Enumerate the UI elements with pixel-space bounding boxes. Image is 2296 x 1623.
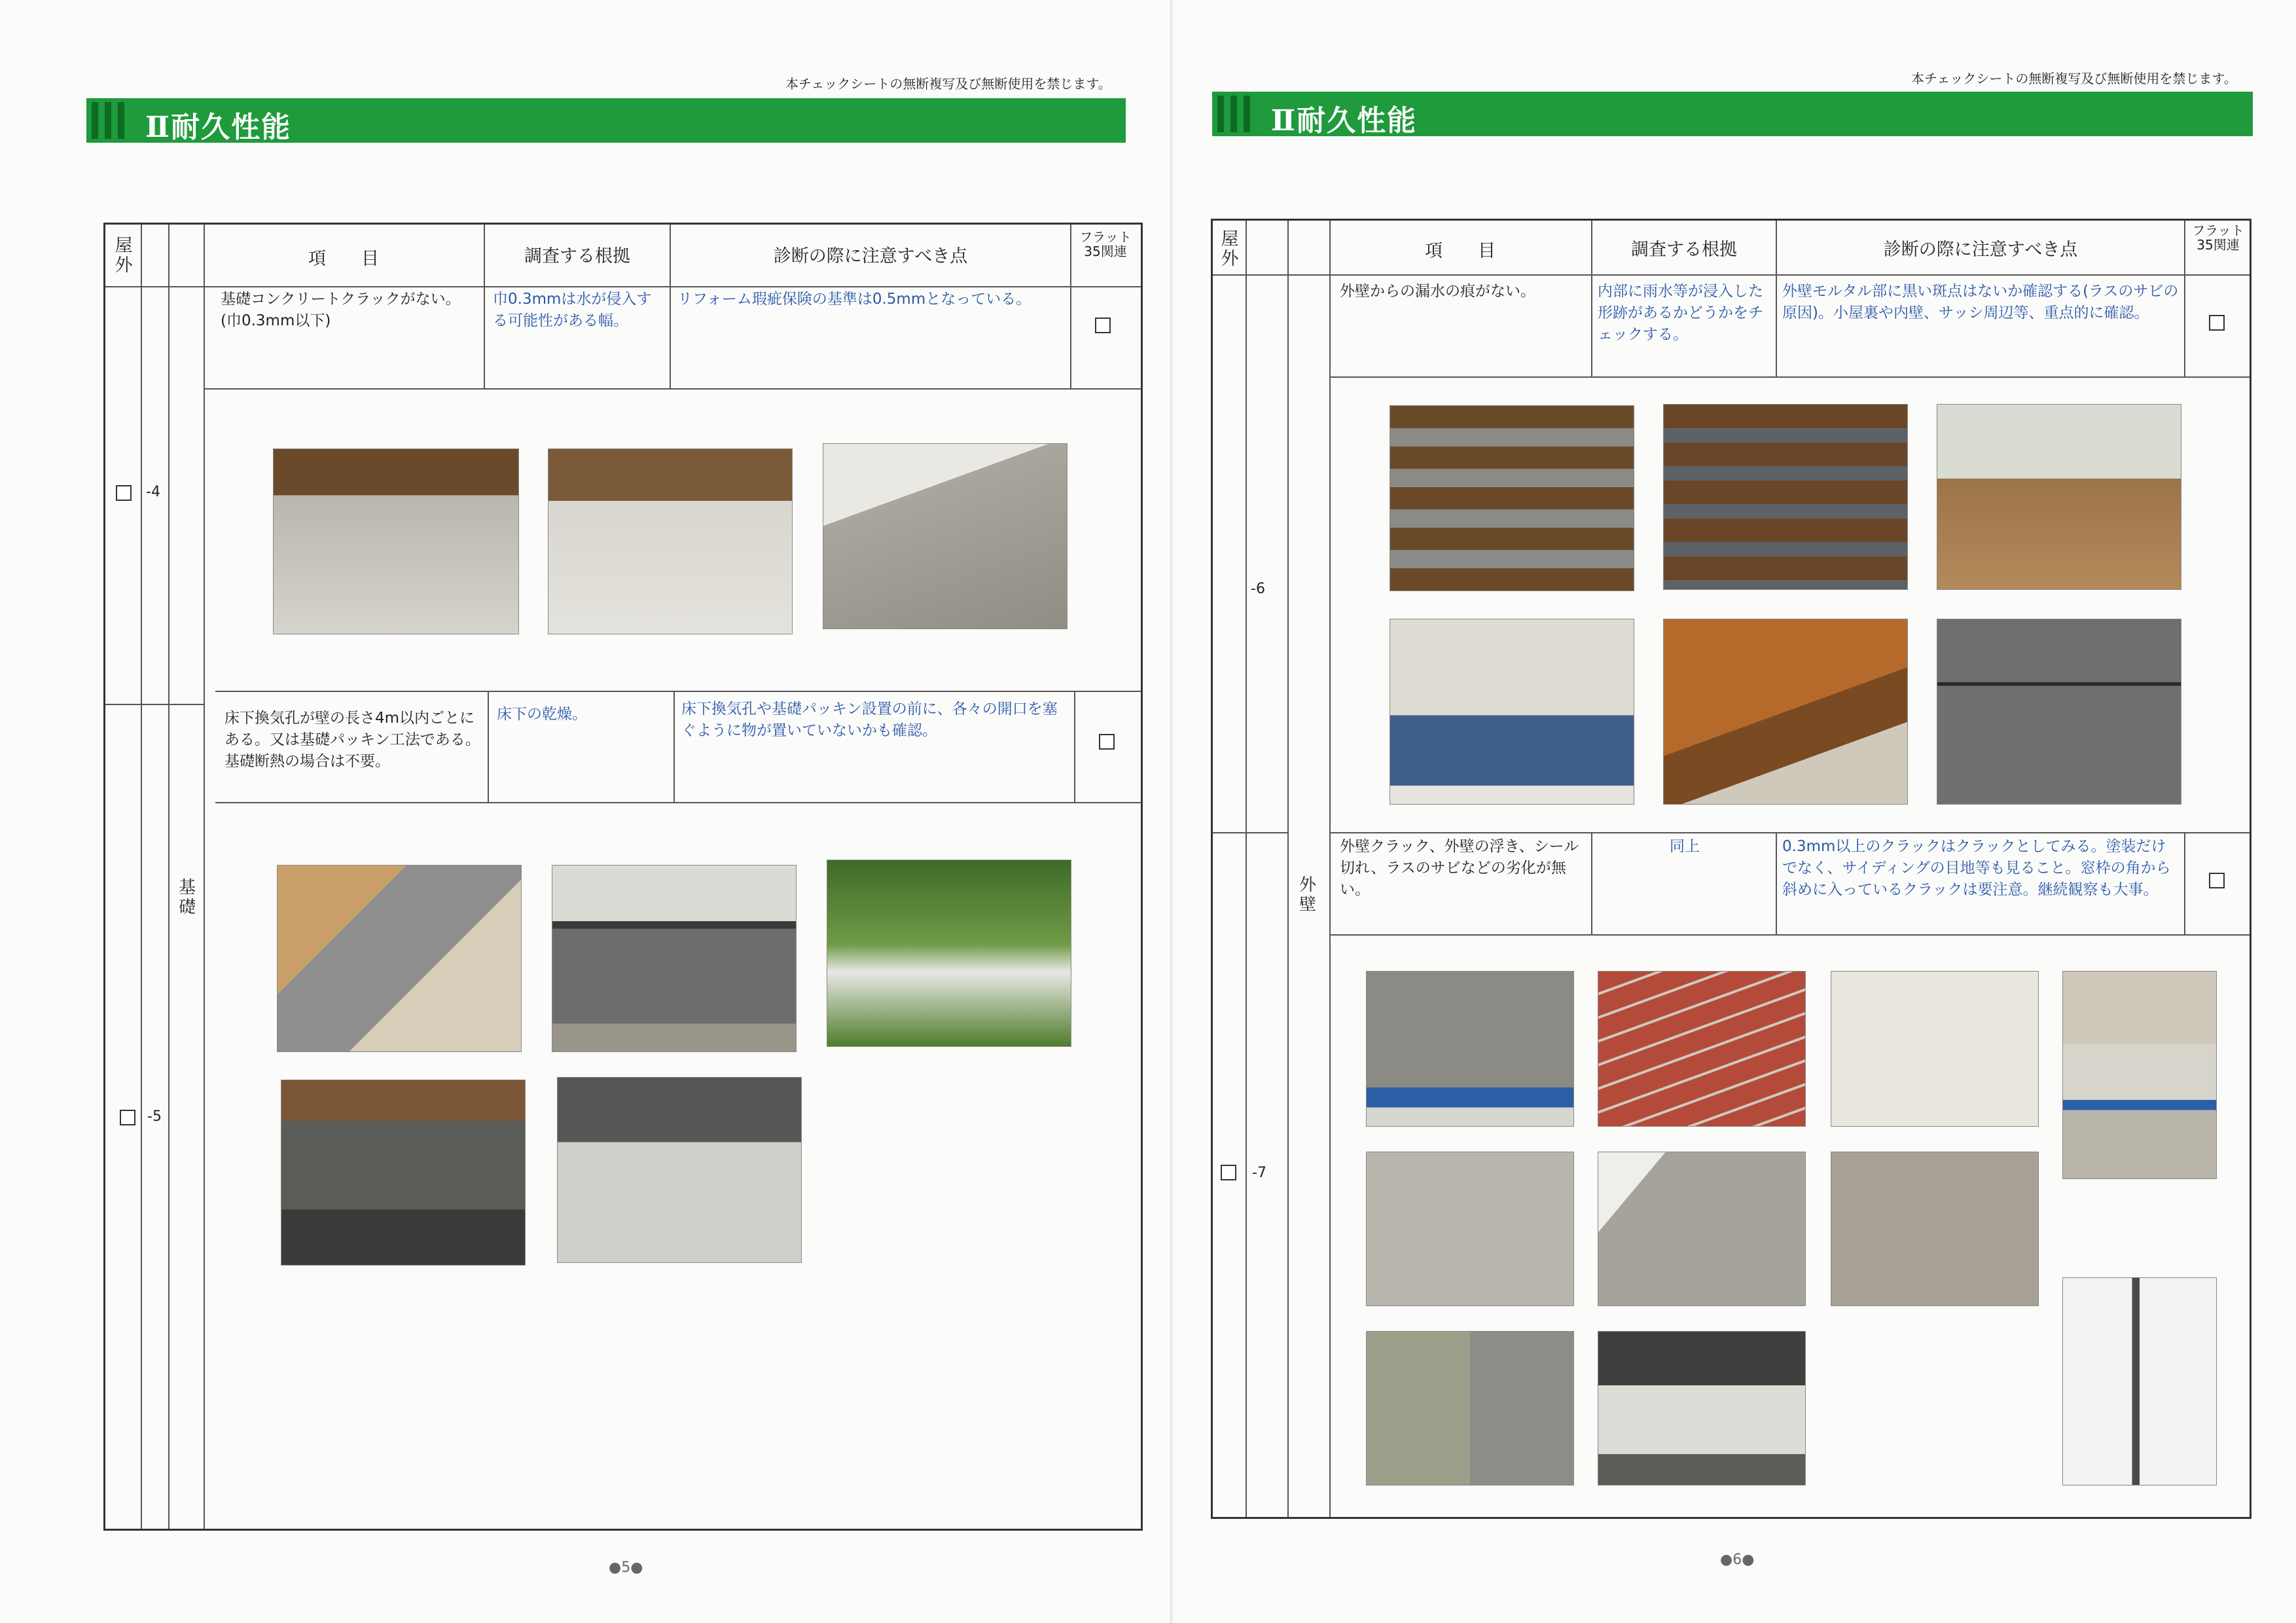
row7-checkbox[interactable]: [1221, 1165, 1236, 1180]
photo-leak-attic: [1663, 404, 1908, 590]
header-flat35-right: フラット35関連: [2192, 223, 2244, 253]
row4-notes: リフォーム瑕疵保険の基準は0.5mmとなっている。: [677, 291, 1031, 308]
row5-item: 床下換気孔が壁の長さ4m以内ごとにある。又は基礎パッキン工法である。基礎断熱の場合は不要。: [224, 710, 480, 770]
photo-crack-gauge: [1831, 1152, 2039, 1306]
row4-item: 基礎コンクリートクラックがない。(巾0.3mm以下): [221, 291, 461, 329]
page-number-left: ●5●: [609, 1559, 643, 1576]
row6-basis: 内部に雨水等が浸入した形跡があるかどうかをチェックする。: [1598, 283, 1763, 343]
row7-basis: 同上: [1670, 838, 1700, 855]
photo-siding-joint: [2062, 1277, 2217, 1486]
page-number-right: ●6●: [1720, 1552, 1755, 1568]
row5-flat35-checkbox[interactable]: [1099, 734, 1115, 750]
photo-crack-spalling: [1366, 1331, 1574, 1486]
row4-number: -4: [146, 484, 160, 500]
row5-number: -5: [147, 1108, 162, 1125]
photo-vent-crack: [557, 1077, 802, 1263]
right-page: [1173, 0, 2296, 1623]
row4-checkbox[interactable]: [116, 485, 132, 501]
banner-bars-icon: [1217, 96, 1253, 132]
photo-crack-brick: [1598, 971, 1806, 1127]
row5-checkbox[interactable]: [120, 1110, 135, 1125]
section-banner-right: [1212, 92, 2253, 136]
photo-leak-window-stain: [1937, 404, 2181, 590]
header-notes: 診断の際に注意すべき点: [773, 246, 968, 266]
header-flat35: フラット35関連: [1079, 229, 1132, 259]
check-table-left: [103, 223, 1143, 1531]
photo-crack-window-grille: [2062, 971, 2217, 1179]
copyright-notice-right: 本チェックシートの無断複写及び無断使用を禁じます。: [1911, 71, 2237, 86]
photo-leak-window-crack: [1390, 619, 1634, 805]
header-basis-right: 調査する根拠: [1631, 240, 1737, 260]
header-item-right: 項 目: [1425, 241, 1496, 261]
check-table-right: [1211, 219, 2251, 1519]
row5-notes: 床下換気孔や基礎パッキン設置の前に、各々の開口を塞ぐように物が置いていないかも確認。: [681, 701, 1058, 739]
photo-foundation-crack-2: [548, 448, 793, 634]
row6-item: 外壁からの漏水の痕がない。: [1340, 283, 1535, 300]
category-exterior-wall: 外壁: [1299, 875, 1316, 915]
photo-crack-foundation-vent: [1598, 1331, 1806, 1486]
photo-foundation-crack-1: [273, 448, 519, 634]
photo-foundation-vent-crack: [823, 443, 1067, 629]
row4-flat35-checkbox[interactable]: [1095, 318, 1111, 333]
section-title-right: Ⅱ耐久性能: [1271, 104, 1418, 137]
row7-notes: 0.3mm以上のクラックはクラックとしてみる。塗装だけでなく、サイディングの目地等も見ること。窓枠の角から斜めに入っているクラックは要注意。継続観察も大事。: [1782, 838, 2171, 898]
photo-crack-pen-point: [1366, 1152, 1574, 1306]
row6-flat35-checkbox[interactable]: [2209, 315, 2225, 331]
photo-foundation-packing: [277, 865, 522, 1052]
banner-bars-icon: [92, 102, 127, 139]
row7-flat35-checkbox[interactable]: [2209, 873, 2225, 888]
photo-crack-diagonal: [1598, 1152, 1806, 1306]
header-location-right: 屋外: [1221, 229, 1239, 269]
photo-leak-wall-joint: [1937, 619, 2181, 805]
row6-notes: 外壁モルタル部に黒い斑点はないか確認する(ラスのサビの原因)。小屋裏や内壁、サッシ周辺等、重点的に確認。: [1782, 283, 2179, 321]
header-location: 屋外: [115, 236, 133, 276]
copyright-notice: 本チェックシートの無断複写及び無断使用を禁じます。: [785, 76, 1111, 92]
photo-underfloor-vent: [281, 1080, 526, 1266]
photo-leak-eaves: [1390, 405, 1634, 591]
row4-basis: 巾0.3mmは水が侵入する可能性がある幅。: [493, 291, 652, 329]
header-notes-right: 診断の際に注意すべき点: [1883, 240, 2078, 260]
row5-basis: 床下の乾燥。: [497, 706, 587, 723]
category-foundation: 基礎: [178, 878, 196, 917]
photo-plants-blocking-vent: [827, 860, 1071, 1047]
header-item: 項 目: [308, 249, 379, 269]
row7-item: 外壁クラック、外壁の浮き、シール切れ、ラスのサビなどの劣化が無い。: [1340, 838, 1579, 898]
photo-crack-wall-1: [1366, 971, 1574, 1127]
photo-crack-hand: [1831, 971, 2039, 1127]
section-title: Ⅱ耐久性能: [145, 111, 292, 144]
photo-leak-ceiling-wood: [1663, 619, 1908, 805]
section-banner: [86, 98, 1126, 143]
row6-number: -6: [1251, 581, 1265, 597]
header-basis: 調査する根拠: [524, 246, 630, 266]
photo-foundation-base: [552, 865, 797, 1052]
row7-number: -7: [1252, 1165, 1266, 1181]
